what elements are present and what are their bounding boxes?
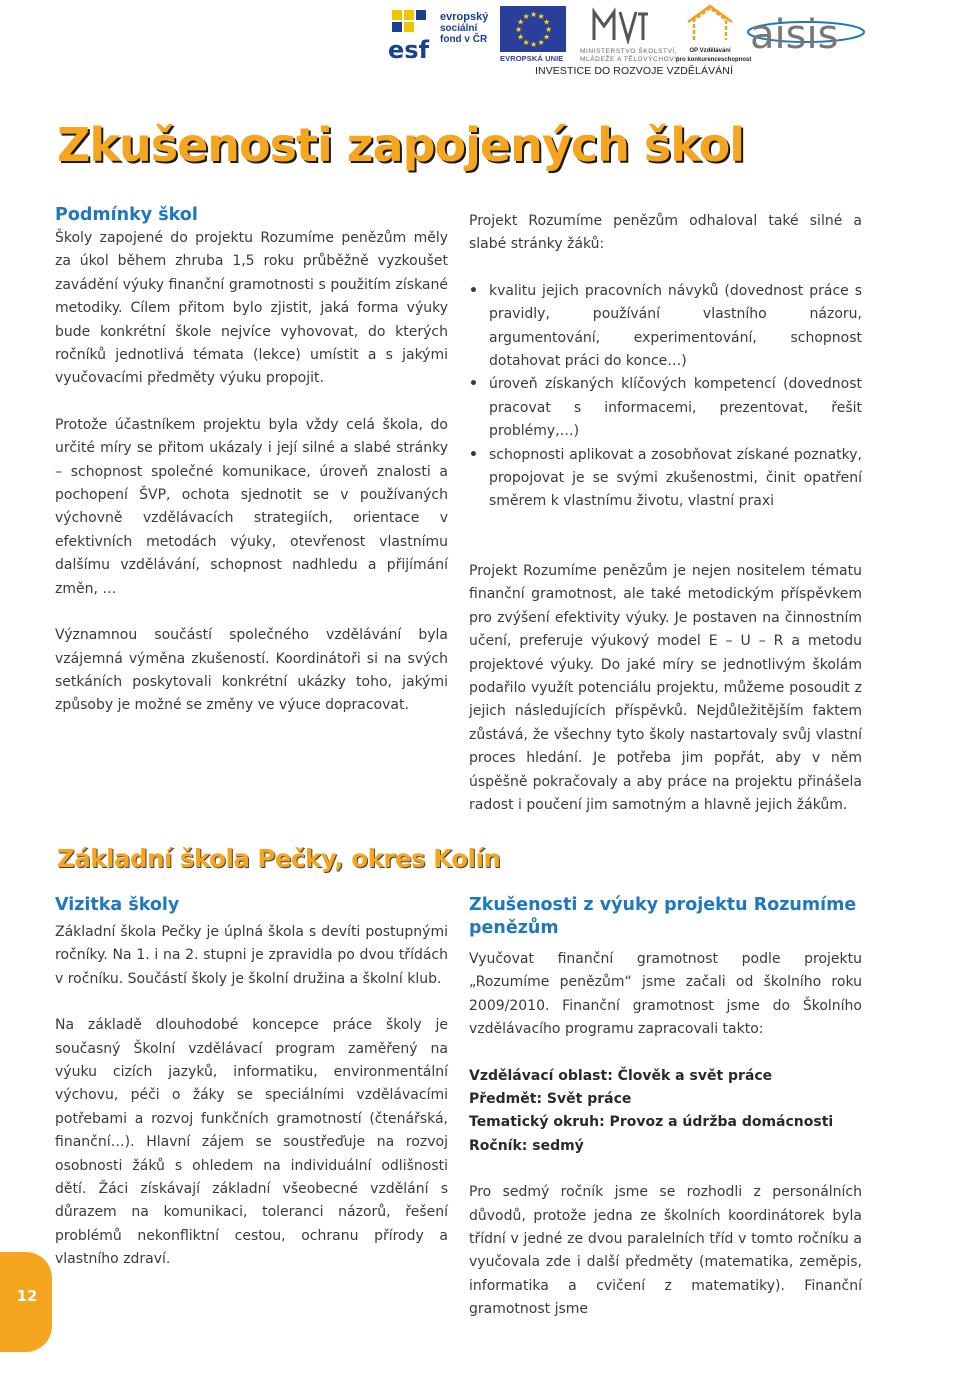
- eu-star-icon: ★: [543, 17, 551, 27]
- experience-paragraph-1: Vyučovat finanční gramotnost podle projektu „Rozumíme penězům“ jsme začali od školního roku 2009/2010. Finanční gramotnost jsme do Školního vzdělávacího programu zapracovali takto:: [469, 951, 862, 1038]
- curriculum-area: Vzdělávací oblast: Člověk a svět práce: [469, 1067, 773, 1084]
- list-item-text: schopnosti aplikovat a zosobňovat získané poznatky, propojovat je se svými zkušenostmi, činit opatření směrem k vlastnímu životu, vlastní praxi: [489, 446, 862, 510]
- school-card-section: [55, 894, 448, 1272]
- aisis-logo: [744, 10, 868, 56]
- list-item: [469, 373, 862, 443]
- eu-star-icon: ★: [530, 40, 538, 49]
- page-number: 12: [16, 1287, 38, 1305]
- school-card-heading: Vizitka školy: [55, 895, 180, 915]
- strengths-intro: Projekt Rozumíme penězům odhaloval také silné a slabé stránky žáků:: [469, 213, 862, 253]
- eu-star-icon: ★: [517, 32, 525, 42]
- curriculum-grade: Ročník: sedmý: [469, 1137, 584, 1154]
- school-card-paragraph-1: Základní škola Pečky je úplná škola s devíti postupnými ročníky. Na 1. i na 2. stupni je zpravidla po dvou třídách v ročníku. Součástí školy je školní družina a školní klub.: [55, 924, 448, 987]
- experience-section: [469, 894, 862, 1322]
- experience-paragraph-2: Pro sedmý ročník jsme se rozhodli z personálních důvodů, protože jedna ze školních koordinátorek byla třídní v jedné ze dvou paralelních tříd v tomto ročníku a vyučovala zde i další předměty (matematika, zeměpis, informatika a cvičení z matematiky). Finanční gramotnost jsme: [469, 1184, 862, 1318]
- school-card-paragraph-2: Na základě dlouhodobé koncepce práce školy je současný Školní vzdělávací program zaměřený na výuku cizích jazyků, informatiku, environmentální výchovu, péči o žáky se speciálními vzdělávacími potřebami a rozvoj funkčních gramotností (čtenářská, finanční…). Hlavní zájem se soustřeďuje na rozvoj osobnosti žáků s ohledem na individuální odlišnosti dětí. Žáci získávají základní všeobecné vzdělání s důrazem na komunikaci, toleranci názorů, řešení problémů nekonfliktní cestou, ochranu přírody a vlastního zdraví.: [55, 1017, 448, 1268]
- page-number-tab: [0, 1252, 52, 1352]
- esf-mark-icon: [386, 6, 436, 62]
- eu-star-icon: ★: [530, 10, 538, 19]
- eu-stars-icon: [500, 6, 566, 52]
- strengths-section: [469, 210, 862, 817]
- list-item-text: úroveň získaných klíčových kompetencí (dovednost pracovat s informacemi, prezentovat, řešit problémy,…): [489, 376, 862, 440]
- eu-star-icon: ★: [517, 17, 525, 27]
- conditions-paragraph-1: Školy zapojené do projektu Rozumíme penězům měly za úkol během zhruba 1,5 roku průběžně vyzkoušet zavádění výuky finanční gramotnosti s použitím získané metodiky. Cílem přitom bylo zjistit, jaká forma výuky bude konkrétní škole nejvíce vyhovovat, do kterých ročníků jednotlivá témata (lekce) umístit a s jakými vyučovacími předměty výuku propojit.: [55, 230, 448, 387]
- aisis-text: aisis: [750, 12, 839, 56]
- esf-logo-text: [440, 12, 496, 45]
- strengths-paragraph: Projekt Rozumíme penězům je nejen nositelem tématu finanční gramotnost, ale také metodickým příspěvkem pro zvýšení efektivity výuky. Je postaven na činnostním učení, preferuje výukový model E – U – R a metodu projektové výuky. Do jaké míry se jednotlivým školám podařilo využít potenciálu projektu, můžeme posoudit z jejich následujících příspěvků. Nejdůležitějším faktem zůstává, že všechny tyto školy nastartovaly svůj vlastní proces hledání. Je potřeba jim popřát, aby v něm úspěšně pokračovaly a aby práce na projektu přinášela radost i poučení jim samotným a hlavně jejich žákům.: [469, 562, 862, 813]
- aisis-logo-icon: [744, 10, 868, 56]
- msmt-logo: [580, 6, 680, 62]
- eu-logo: [500, 6, 572, 62]
- opvk-logo: [676, 4, 752, 63]
- school-title: Základní škola Pečky, okres Kolín: [57, 844, 501, 873]
- list-item: [469, 280, 862, 374]
- conditions-heading: Podmínky škol: [55, 205, 198, 225]
- eu-caption: EVROPSKÁ UNIE: [500, 54, 564, 63]
- esf-mark-text: esf: [388, 36, 430, 62]
- msmt-caption-1: MINISTERSTVO ŠKOLSTVÍ,: [580, 48, 678, 55]
- header-tagline: INVESTICE DO ROZVOJE VZDĚLÁVÁNÍ: [535, 65, 733, 77]
- header-logos: [0, 0, 960, 95]
- esf-text-line-2: sociální: [440, 23, 478, 34]
- opvk-caption-1: OP Vzdělávání: [689, 48, 731, 54]
- eu-star-icon: ★: [543, 32, 551, 42]
- curriculum-theme: Tematický okruh: Provoz a údržba domácnosti: [469, 1114, 834, 1131]
- esf-text-line-3: fond v ČR: [440, 34, 488, 45]
- conditions-paragraph-2: Protože účastníkem projektu byla vždy celá škola, do určité míry se přitom ukázaly i její silné a slabé stránky – schopnost společné komunikace, úroveň znalosti a pochopení ŠVP, ochota sjednotit se v používaných výchovně vzdělávacích strategiích, orientace v efektivních metodách výuky, otevřenost vlastnímu dalšímu vzdělávání, schopnost nadhledu a přijímání změn, …: [55, 416, 448, 597]
- bullet-icon: •: [469, 446, 478, 463]
- eu-star-icon: ★: [522, 12, 530, 21]
- main-title: Zkušenosti zapojených škol: [57, 118, 744, 172]
- esf-logo: [386, 6, 494, 62]
- strengths-list: [469, 280, 862, 514]
- esf-text-line-1: evropský: [440, 11, 489, 23]
- eu-star-icon: ★: [515, 25, 523, 34]
- eu-star-icon: ★: [537, 38, 545, 47]
- bullet-icon: •: [469, 376, 478, 393]
- bullet-icon: •: [469, 282, 478, 299]
- msmt-caption-2: MLÁDEŽE A TĚLOVÝCHOVY: [580, 56, 680, 63]
- opvk-caption-2: pro konkurenceschopnost: [676, 57, 752, 63]
- experience-heading: Zkušenosti z výuky projektu Rozumíme penězům: [469, 895, 857, 938]
- eu-star-icon: ★: [545, 25, 553, 34]
- list-item: [469, 444, 862, 514]
- list-item-text: kvalitu jejich pracovních návyků (dovednost práce s pravidly, používání vlastního názoru, argumentování, experimentování, schopnost dotahovat práci do konce…): [489, 282, 862, 370]
- eu-star-icon: ★: [537, 12, 545, 21]
- opvk-house-icon: [676, 4, 744, 42]
- conditions-paragraph-3: Významnou součástí společného vzdělávání byla vzájemná výměna zkušeností. Koordinátoři si na svých setkáních poskytovali konkrétní ukázky toho, jakými způsoby je možné se změny ve výuce dopracovat.: [55, 627, 448, 714]
- eu-flag-icon: [500, 6, 566, 52]
- msmt-mark-icon: [590, 6, 650, 44]
- conditions-section: [55, 204, 448, 718]
- eu-star-icon: ★: [522, 38, 530, 47]
- curriculum-subject: Předmět: Svět práce: [469, 1091, 632, 1108]
